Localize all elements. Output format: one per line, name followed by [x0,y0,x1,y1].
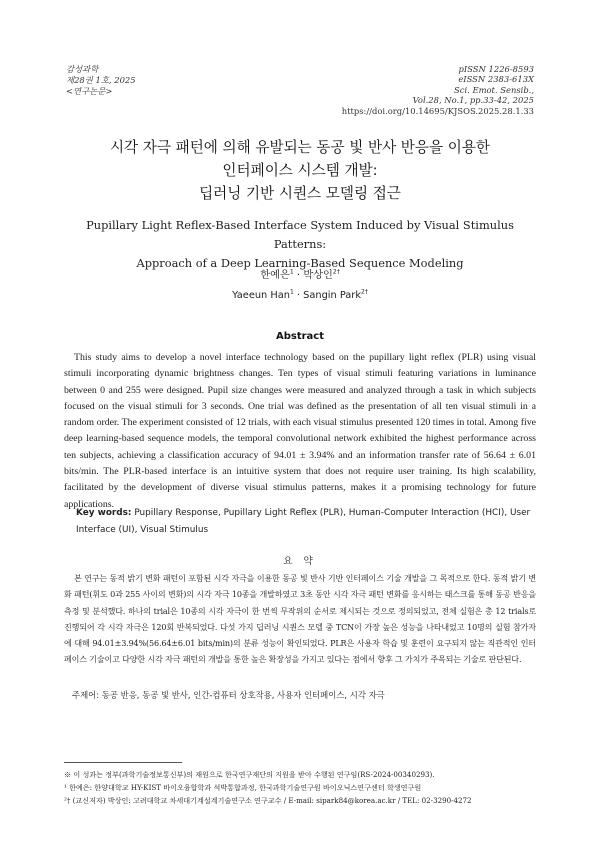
author-1-en-affiliation: 1 [289,288,294,296]
doi-link[interactable]: https://doi.org/10.14695/KJSOS.2025.28.1.33 [341,105,534,116]
journal-abbrev: Sci. Emot. Sensib., [454,84,534,95]
author-1-kr: 한예은 [260,270,290,281]
authors-english [0,290,600,301]
author-2-en-affiliation: 2† [361,288,368,296]
keywords-text: Pupillary Response, Pupillary Light Reflex (PLR), Human-Computer Interaction (HCI), User Interface (UI), Visual Stimulus [76,508,531,535]
journal-volume-kr: 제28권 1호, 2025 [66,75,136,85]
english-title-line-1: Pupillary Light Reflex-Based Interface System Induced by Visual Stimulus Patterns: [86,218,514,251]
korean-summary-text: 본 연구는 동적 밝기 변화 패턴이 포함된 시각 자극을 이용한 동공 빛 반사 기반 인터페이스 기술 개발을 그 목적으로 한다. 동적 밝기 변화 패턴(휘도 0과 255 사이의 변화)의 시각 자극 10종을 개발하였고 3초 동안 시각 자극 패턴 변화를 응시하는 태스크를 통해 동공 반응을 측정 및 분석했다. 하나의 trial은 10종의 시각 자극이 한 번씩 무작위의 순서로 제시되는 것으로 정의되었고, 전체 실험은 총 12 trials로 진행되어 각 시각 자극은 120회 반복되었다. 다섯 가지 딥러닝 시퀀스 모델 중 TCN이 가장 높은 성능을 나타내었고 10명의 실험 참가자에 대해 94.01±3.94%(56.64±6.01 bits/min)의 분류 성능이 확인되었다. PLR은 사용자 학습 및 훈련이 요구되지 않는 직관적인 인터페이스 기술이고 다양한 시각 자극 패턴의 개발을 통한 높은 확장성을 가지고 있다는 점에서 향후 그 가치가 주목되는 기술로 판단된다. [64,574,536,665]
footnote-author-2: ²† (교신저자) 박상인: 고려대학교 차세대기계설계기술연구소 연구교수 / E-mail: sipark84@korea.ac.kr / TEL: 02-3290-4272 [64,796,472,805]
authors-korean [0,266,600,281]
keywords-label: Key words: [76,508,132,518]
volume-pages: Vol.28, No.1, pp.33-42, 2025 [412,95,534,106]
article-type: <연구논문> [66,86,113,96]
korean-keywords-text: 동공 반응, 동공 빛 반사, 인간-컴퓨터 상호작용, 사용자 인터페이스, 시각 자극 [101,690,385,700]
korean-title [0,136,600,205]
author-1-en: Yaeeun Han [232,290,290,301]
author-2-kr: 박상인 [303,270,333,281]
korean-title-line-2: 인터페이스 시스템 개발: [222,162,378,179]
korean-title-line-1: 시각 자극 패턴에 의해 유발되는 동공 빛 반사 반응을 이용한 [109,139,491,156]
author-separator-en: · [293,290,304,301]
english-title [60,216,540,273]
author-1-kr-affiliation: 1 [289,268,294,276]
korean-keywords-section [72,689,542,701]
journal-name-kr: 감성과학 [66,64,99,74]
footnote-divider [64,762,182,763]
footnote-funding: ※ 이 성과는 정부(과학기술정보통신부)의 재원으로 한국연구재단의 지원을 받아 수행된 연구임(RS-2024-00340293). [64,770,435,779]
pissn: pISSN 1226-8593 [458,64,534,74]
footnote-author-1: ¹ 한예은: 한양대학교 HY-KIST 바이오융합학과 석박통합과정, 한국과학기술연구원 바이오닉스연구센터 학생연구원 [64,783,422,792]
eissn: eISSN 2383-613X [458,74,534,85]
abstract-heading: Abstract [275,331,325,342]
author-2-kr-affiliation: 2† [332,268,340,276]
footnotes [64,768,544,807]
english-title-line-2: Approach of a Deep Learning-Based Sequence Modeling [136,256,464,270]
abstract-text: This study aims to develop a novel interface technology based on the pupillary light reflex (PLR) using visual stimuli incorporating dynamic brightness changes. Ten types of visual stimuli featuring variations in luminance between 0 and 255 were designed. Pupil size changes were measured and analyzed through a task in which subjects focused on the visual stimuli for 3 seconds. One trial was defined as the presentation of all ten visual stimuli in a random order. The experiment consisted of 12 trials, with each visual stimulus presented 120 times in total. Among five deep learning-based sequence models, the temporal convolutional network exhibited the highest performance across ten subjects, achieving a classification accuracy of 94.01 ± 3.94% and an information transfer rate of 56.64 ± 6.01 bits/min. The PLR-based interface is an intuitive system that does not require user training. Its high scalability, facilitated by the development of diverse visual stimulus patterns, makes it a promising technology for future applications. [64,352,536,510]
author-2-en: Sangin Park [303,290,362,301]
korean-title-line-3: 딥러닝 기반 시퀀스 모델링 접근 [199,185,401,202]
journal-header-right [342,64,534,116]
journal-header-left [66,64,136,97]
author-separator-kr: · [293,270,304,281]
korean-summary-heading: 요 약 [283,556,317,567]
korean-keywords-label: 주제어: [72,690,100,700]
keywords-section [76,505,536,539]
